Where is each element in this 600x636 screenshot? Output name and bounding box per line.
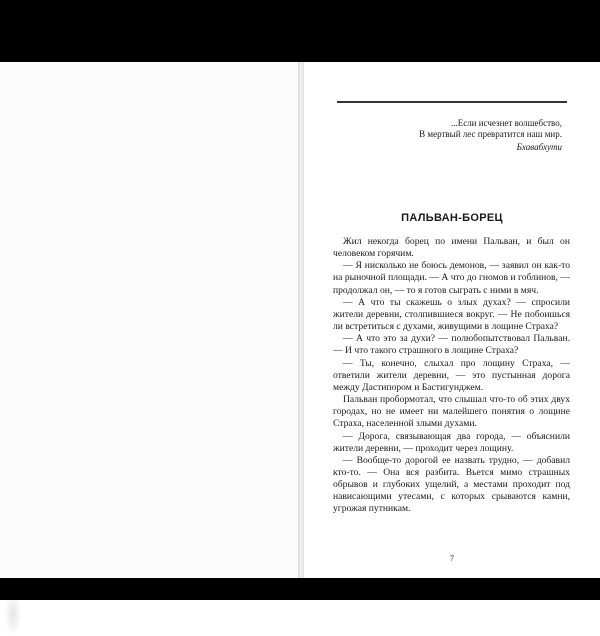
paragraph: — Дорога, связывающая два города, — объяснили жители деревни, — проходит через лощину. [333, 430, 570, 454]
epigraph-author: Бхавабхути [516, 142, 562, 152]
epigraph-line: ...Если исчезнет волшебство, [450, 118, 562, 128]
scan-border-top [0, 0, 600, 62]
body-text [333, 236, 570, 516]
epigraph [322, 118, 562, 153]
paragraph: Пальван пробормотал, что слышал что-то об этих двух городах, но не имеет ни малейшего понятия о лощине Страха, населенной злыми духами. [333, 394, 570, 430]
page-number: 7 [450, 554, 454, 563]
epigraph-line: В мертвый лес превратится наш мир. [419, 129, 562, 139]
paragraph: — Вообще-то дорогой ее назвать трудно, — добавил кто-то. — Она вся разбита. Вьется мимо страшных обрывов и глубоких ущелий, а местами проходит под нависающими утесами, с которых срываются камни, угрожая путникам. [333, 454, 570, 515]
paragraph: Жил некогда борец по имени Пальван, и был он человеком горячим. [333, 236, 570, 260]
paragraph: — А что это за духи? — полюбопытствовал Пальван. — И что такого страшного в лощине Страха? [333, 333, 570, 357]
paragraph: — Ты, конечно, слыхал про лощину Страха, — ответили жители деревни, — это пустынная дорога между Дастипором и Бастигунджем. [333, 357, 570, 393]
paragraph: — Я нисколько не боюсь демонов, — заявил он как-то на рыночной площади. — А что до гномов и гоблинов, — продолжал он, — то я готов сыграть с ними в мяч. [333, 260, 570, 296]
left-page-blank [0, 62, 299, 578]
paragraph: — А что ты скажешь о злых духах? — спросили жители деревни, столпившиеся вокруг. — Не побоишься ли встретиться с духами, живущими в лощине Страха? [333, 296, 570, 333]
scan-border-bottom [0, 578, 600, 600]
running-header-rule [337, 101, 567, 103]
chapter-title: ПАЛЬВАН-БОРЕЦ [401, 212, 503, 224]
